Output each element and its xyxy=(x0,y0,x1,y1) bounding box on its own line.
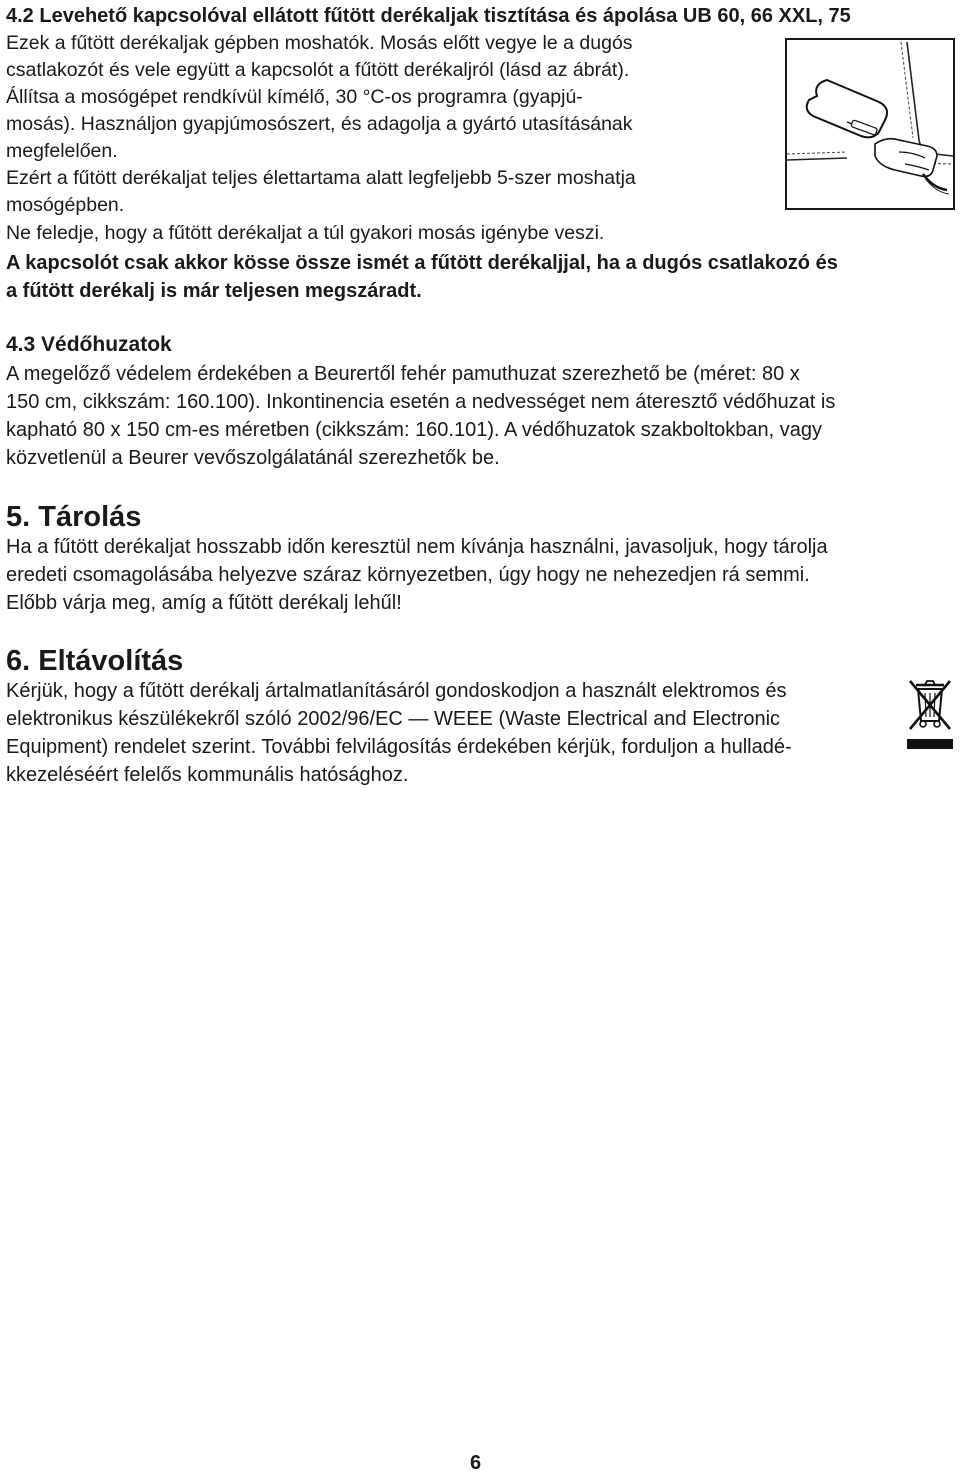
section-4-3-line: közvetlenül a Beurer vevőszolgálatánál szerezhetők be. xyxy=(6,447,500,469)
section-4-2-line: csatlakozót és vele együtt a kapcsolót a fűtött derékaljról (lásd az ábrát). xyxy=(6,59,630,81)
section-4-2-line: Ezért a fűtött derékaljat teljes élettartama alatt legfeljebb 5-szer moshatja xyxy=(6,167,636,189)
section-5-line: Ha a fűtött derékaljat hosszabb időn keresztül nem kívánja használni, javasoljuk, hogy tárolja xyxy=(6,536,828,558)
section-4-2-line: mosás). Használjon gyapjúmosószert, és adagolja a gyártó utasításának xyxy=(6,113,633,135)
section-4-2-warning: a fűtött derékalj is már teljesen megszáradt. xyxy=(6,280,422,302)
section-4-2-line: Állítsa a mosógépet rendkívül kímélő, 30 °C-os programra (gyapjú- xyxy=(6,86,583,108)
section-4-2-line: Ezek a fűtött derékaljak gépben moshatók. Mosás előtt vegye le a dugós xyxy=(6,32,633,54)
section-5-line: Előbb várja meg, amíg a fűtött derékalj lehűl! xyxy=(6,592,402,614)
section-6-title: 6. Eltávolítás xyxy=(6,645,184,677)
section-4-3-line: kapható 80 x 150 cm-es méretben (cikkszám: 160.101). A védőhuzatok szakboltokban, vagy xyxy=(6,419,823,441)
section-4-2-warning: A kapcsolót csak akkor kösse össze ismét a fűtött derékaljjal, ha a dugós csatlakozó és xyxy=(6,252,838,274)
section-4-2-line: Ne feledje, hogy a fűtött derékaljat a túl gyakori mosás igénybe veszi. xyxy=(6,222,605,244)
switch-removal-illustration xyxy=(785,38,955,210)
section-4-3-line: A megelőző védelem érdekében a Beurertől fehér pamuthuzat szerezhető be (méret: 80 x xyxy=(6,363,800,385)
section-6-line: kkezeléséért felelős kommunális hatósághoz. xyxy=(6,764,409,786)
section-6-line: Equipment) rendelet szerint. További felvilágosítás érdekében kérjük, forduljon a hulladé- xyxy=(6,736,792,758)
section-4-2-line: megfelelően. xyxy=(6,140,118,162)
section-4-2-title: 4.2 Levehető kapcsolóval ellátott fűtött derékaljak tisztítása és ápolása UB 60, 66 XXL, 75 xyxy=(6,5,851,27)
section-4-2-line: mosógépben. xyxy=(6,194,125,216)
page-number: 6 xyxy=(470,1452,482,1474)
crossed-out-wheelie-bin-icon xyxy=(905,677,955,751)
section-6-line: elektronikus készülékekről szóló 2002/96/EC — WEEE (Waste Electrical and Electronic xyxy=(6,708,781,730)
section-6-line: Kérjük, hogy a fűtött derékalj ártalmatlanításáról gondoskodjon a használt elektromos és xyxy=(6,680,787,702)
switch-removal-illustration-icon xyxy=(787,40,953,208)
section-5-line: eredeti csomagolásába helyezve száraz környezetben, úgy hogy ne nehezedjen rá semmi. xyxy=(6,564,810,586)
section-4-3-line: 150 cm, cikkszám: 160.100). Inkontinencia esetén a nedvességet nem áteresztő védőhuzat is xyxy=(6,391,836,413)
section-4-3-title: 4.3 Védőhuzatok xyxy=(6,333,172,356)
section-5-title: 5. Tárolás xyxy=(6,501,142,533)
